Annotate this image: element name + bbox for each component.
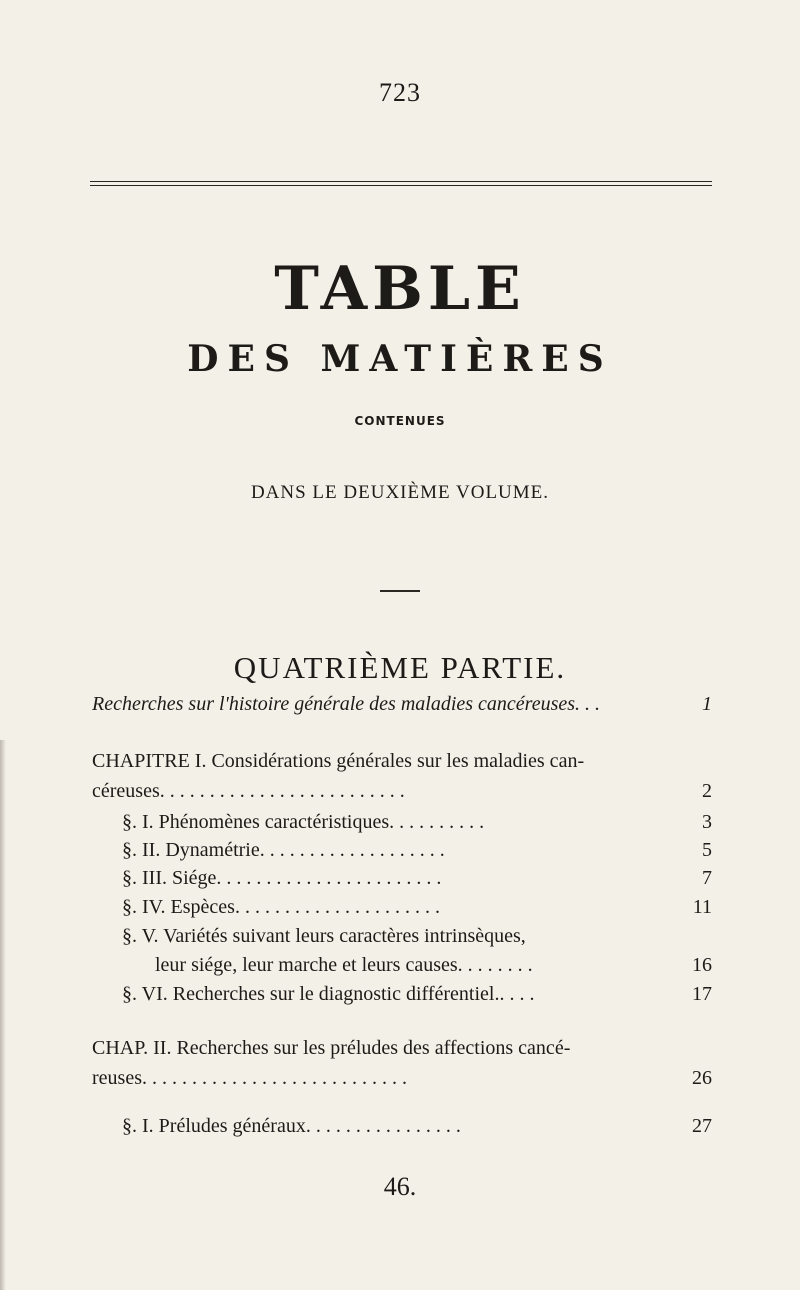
toc-entry [122,808,712,836]
toc-entry-text: §. V. Variétés suivant leurs caractères intrinsèques, [122,925,526,947]
toc-entry-text: §. IV. Espèces. . . . . . . . . . . . . . . . . . . . . [122,896,440,918]
title-contenues: CONTENUES [354,414,446,428]
toc-entry [92,1064,712,1092]
toc-entry [122,893,712,921]
toc-entry-text: CHAPITRE I. Considérations générales sur les maladies can- [92,750,585,772]
toc-entry [92,690,712,718]
toc-entry-text: §. I. Préludes généraux. . . . . . . . . . . . . . . . [122,1115,461,1137]
title-volume: DANS LE DEUXIÈME VOLUME. [250,482,550,503]
toc-entry-page: 1 [702,693,712,715]
toc-entry-text: §. II. Dynamétrie. . . . . . . . . . . . . . . . . . . [122,839,445,861]
toc-entry [122,922,712,950]
signature-mark: 46. [383,1172,417,1201]
toc-entry [122,1112,712,1140]
toc-entry [122,864,712,892]
page-number: 723 [379,78,421,107]
toc-entry-text: CHAP. II. Recherches sur les préludes des affections cancé- [92,1037,571,1059]
title-des-matieres: DES MATIÈRES [187,338,613,380]
toc-entry-text: §. I. Phénomènes caractéristiques. . . . . . . . . . [122,811,485,833]
toc-entry-text: §. III. Siége. . . . . . . . . . . . . . . . . . . . . . . [122,867,442,889]
toc-entry [92,747,712,775]
toc-entry [122,836,712,864]
toc-entry [92,1034,712,1062]
toc-entry-text: §. VI. Recherches sur le diagnostic différentiel.. . . . [122,983,535,1005]
toc-entry-page: 7 [702,867,712,889]
toc-entry-page: 2 [702,780,712,802]
toc-entry [155,951,712,979]
toc-entry-page: 26 [692,1067,712,1089]
toc-entry-text: leur siége, leur marche et leurs causes. . . . . . . . [155,954,533,976]
title-table: TABLE [274,254,526,324]
toc-entry-page: 17 [692,983,712,1005]
toc-entry [122,980,712,1008]
part-title: QUATRIÈME PARTIE. [233,650,567,685]
toc-entry-text: céreuses. . . . . . . . . . . . . . . . . . . . . . . . . [92,780,405,802]
toc-entry-page: 16 [692,954,712,976]
ornament-rule [380,590,420,592]
toc-entry-page: 27 [692,1115,712,1137]
toc-entry-text: Recherches sur l'histoire générale des maladies cancéreuses. . . [92,693,601,715]
toc-entry-text: reuses. . . . . . . . . . . . . . . . . . . . . . . . . . . [92,1067,407,1089]
header-rule [90,181,712,182]
toc-entry [92,777,712,805]
toc-entry-page: 5 [702,839,712,861]
toc-entry-page: 11 [692,896,712,918]
header-rule-thin [90,185,712,186]
page-edge-shadow [0,740,6,1290]
toc-entry-page: 3 [702,811,712,833]
